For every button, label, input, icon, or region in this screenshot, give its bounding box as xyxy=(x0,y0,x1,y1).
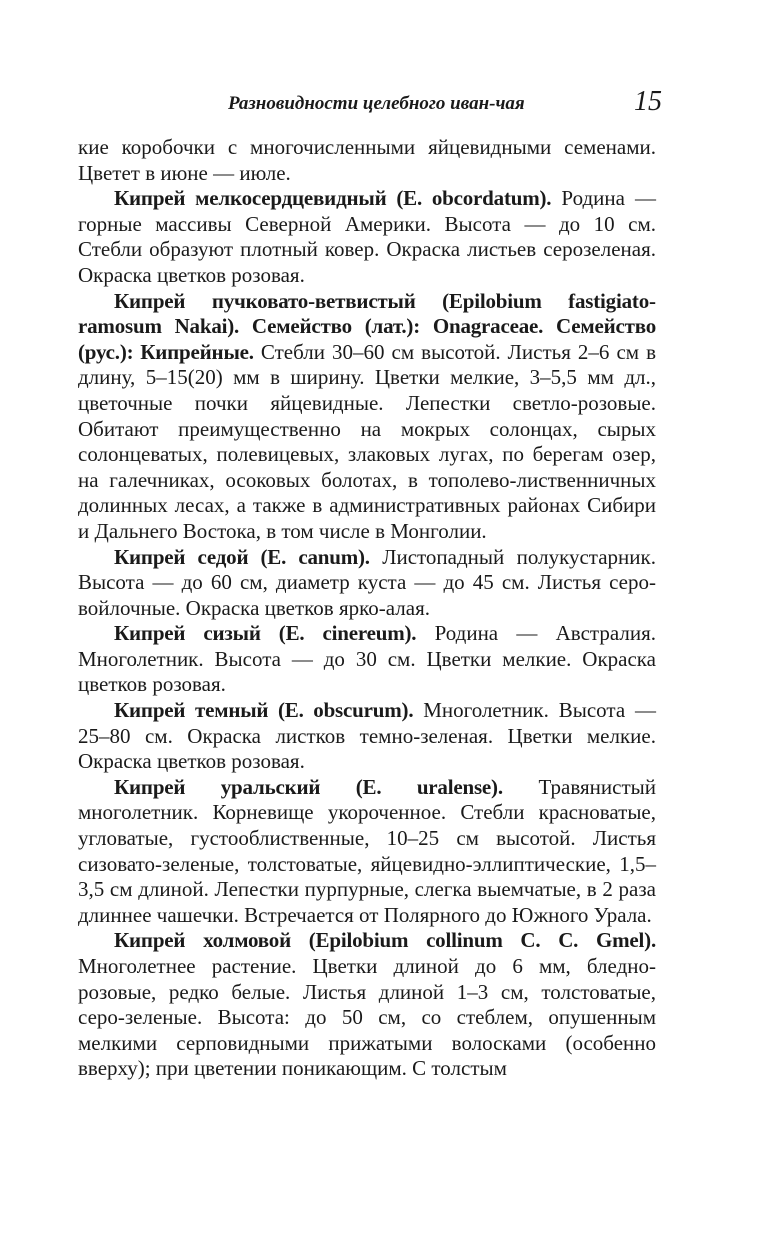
species-name: Кипрей сизый (E. cinereum). xyxy=(114,621,417,646)
paragraph-collinum xyxy=(78,928,656,1082)
paragraph-text: Травянистый многолетник. Корневище укороченное. Стебли красноватые, угловатые, густооблиственные, 10–25 см высотой. Листья сизовато-зеленые, толстоватые, яйцевидно-эллиптические, 1,5–3,5 см длиной. Лепестки пурпурные, слегка выемчатые, в 2 раза длиннее чашечки. Встречается от Полярного до Южного Урала. xyxy=(78,774,656,927)
species-name: Кипрей холмовой (Epilobium collinum C. C. Gmel). xyxy=(114,928,656,953)
paragraph-text: кие коробочки с многочисленными яйцевидными семенами. Цветет в июне — июле. xyxy=(78,135,656,185)
paragraph-continuation xyxy=(78,135,656,186)
species-name: Кипрей уральский (E. uralense). xyxy=(114,774,503,799)
paragraph-uralense xyxy=(78,775,656,929)
paragraph-canum xyxy=(78,545,656,622)
paragraph-text: Многолетнее растение. Цветки длиной до 6 мм, бледно-розовые, редко белые. Листья длиной 1–3 см, толстоватые, серо-зеленые. Высота: до 50 см, со стеблем, опушенным мелкими серповидными прижатыми волосками (особенно вверху); при цветении поникающим. С толстым xyxy=(78,954,656,1081)
paragraph-obcordatum xyxy=(78,186,656,288)
species-name: Кипрей темный (E. obscurum). xyxy=(114,698,414,723)
paragraph-cinereum xyxy=(78,621,656,698)
paragraph-text: Родина — Австралия. Многолетник. Высота — до 30 см. Цветки мелкие. Окраска цветков розовая. xyxy=(78,621,656,697)
species-name: Кипрей мелкосердцевидный (E. obcordatum). xyxy=(114,186,552,211)
species-name: Кипрей седой (E. canum). xyxy=(114,544,370,569)
page-number: 15 xyxy=(634,86,662,117)
paragraph-obscurum xyxy=(78,698,656,775)
paragraph-fastigiato-ramosum xyxy=(78,289,656,545)
species-name: Кипрей пучковато-ветвистый (Epilobium fastigiatoramosum Nakai). Семейство (лат.): Onagraceae. Семейство (рус.): Кипрейные. xyxy=(78,288,656,364)
paragraph-text: Многолетник. Высота — 25–80 см. Окраска листков темно-зеленая. Цветки мелкие. Окраска цветков розовая. xyxy=(78,698,656,774)
running-header-title: Разновидности целебного иван-чая xyxy=(228,93,525,114)
paragraph-text: Листопадный полукустарник. Высота — до 60 см, диаметр куста — до 45 см. Листья серо-войлочные. Окраска цветков ярко-алая. xyxy=(78,544,656,620)
body-text xyxy=(78,135,656,1082)
paragraph-text: Стебли 30–60 см высотой. Листья 2–6 см в длину, 5–15(20) мм в ширину. Цветки мелкие, 3–5,5 мм дл., цветочные почки яйцевидные. Лепестки светло-розовые. Обитают преимущественно на мокрых солонцах, сырых солонцеватых, полевицевых, злаковых лугах, по берегам озер, на галечниках, осоковых болотах, в тополево-лиственничных долинных лесах, а также в административных районах Сибири и Дальнего Востока, в том числе в Монголии. xyxy=(78,339,656,543)
paragraph-text: Родина — горные массивы Северной Америки. Высота — до 10 см. Стебли образуют плотный ковер. Окраска листьев серозеленая. Окраска цветков розовая. xyxy=(78,186,656,287)
